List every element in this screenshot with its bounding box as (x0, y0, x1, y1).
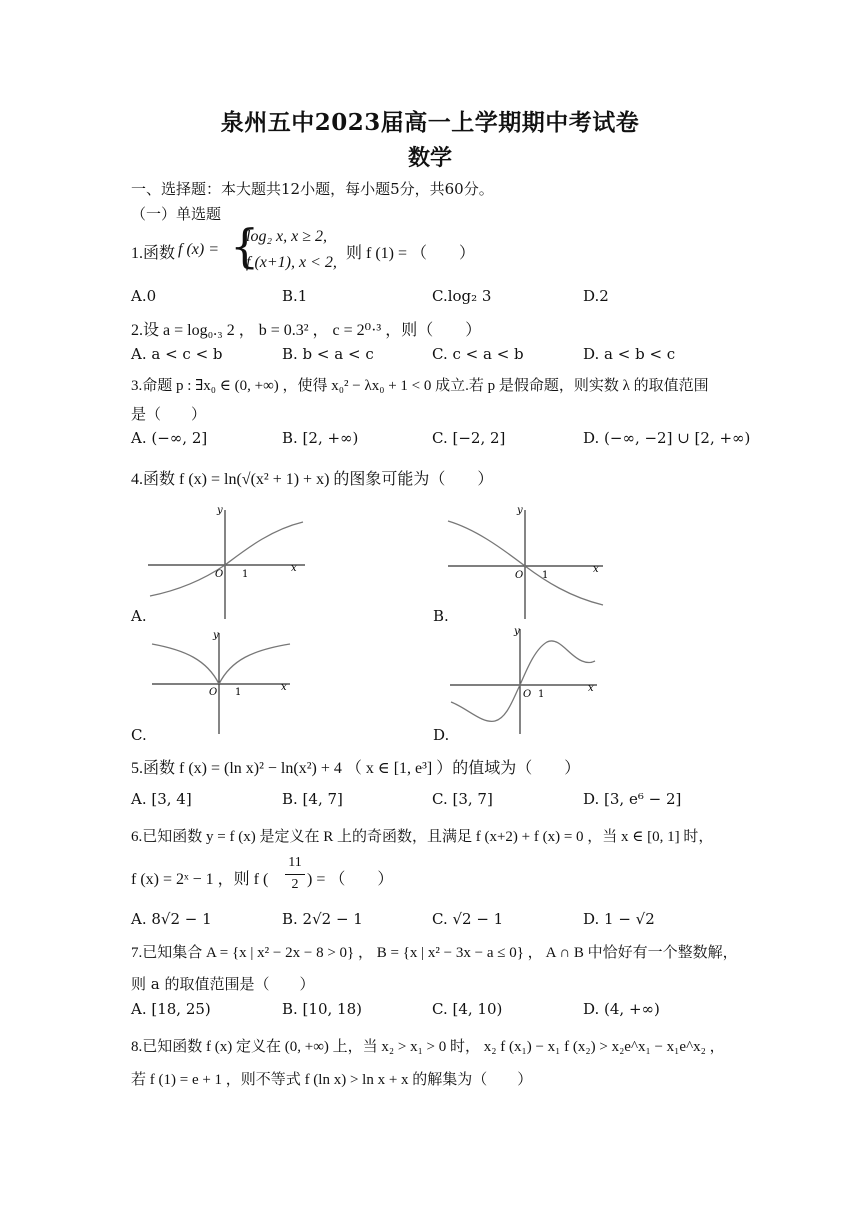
q6-stem-2a: f (x) = 2ˣ − 1 ，则 f ( (131, 871, 269, 888)
q7-option-a[interactable]: A. [18, 25) (131, 1000, 211, 1018)
q6-frac-num: 11 (288, 855, 302, 870)
curve-c-left (152, 644, 219, 684)
section-intro: 一、选择题：本大题共12小题，每小题5分，共60分。 (131, 180, 494, 198)
curve-a (150, 522, 303, 596)
q1-option-d[interactable]: D.2 (583, 287, 609, 305)
page-title: 泉州五中2023届高一上学期期中考试卷 (220, 109, 640, 136)
graph-b (445, 505, 610, 623)
tick-1: 1 (235, 687, 242, 698)
q1-option-a[interactable]: A.0 (131, 287, 157, 305)
graph-a (145, 505, 310, 623)
y-label: y (217, 505, 223, 516)
q3-option-c[interactable]: C. [−2, 2] (432, 429, 506, 447)
q2-stem: 2.设 a = log₀.₃ 2 ， b = 0.3² ， c = 2⁰·³ ，则（ ） (131, 322, 482, 339)
q6-stem-2b: ) = （ ） (307, 871, 394, 888)
origin-label: O (523, 689, 532, 700)
q3-stem-2: 是（ ） (131, 405, 207, 423)
q1-stem-b: 则 f (1) = （ ） (346, 245, 476, 262)
y-label: y (213, 630, 219, 641)
q2-option-c[interactable]: C. c < a < b (432, 345, 524, 363)
q6-stem-1: 6.已知函数 y = f (x) 是定义在 R 上的奇函数，且满足 f (x+2) + f (x) = 0 ，当 x ∈ [0, 1] 时， (131, 829, 714, 845)
q7-option-d[interactable]: D. (4, +∞) (583, 1000, 660, 1018)
q7-option-c[interactable]: C. [4, 10) (432, 1000, 503, 1018)
q5-option-c[interactable]: C. [3, 7] (432, 790, 493, 808)
x-label: x (593, 564, 599, 575)
graph-d-label[interactable]: D. (433, 726, 450, 744)
q6-option-a[interactable]: A. 8√2 − 1 (131, 910, 212, 928)
q6-frac-bar (285, 874, 305, 875)
q3-option-a[interactable]: A. (−∞, 2] (131, 429, 208, 447)
curve-c-right (219, 644, 290, 684)
q1-fx: f (x) = (178, 241, 219, 258)
q1-option-b[interactable]: B.1 (282, 287, 308, 305)
q6-frac-den: 2 (291, 877, 299, 892)
q1-case-1: log₂ x, x ≥ 2, (246, 228, 327, 245)
y-label: y (514, 626, 520, 637)
q1-stem-a: 1.函数 (131, 245, 176, 262)
q6-option-b[interactable]: B. 2√2 − 1 (282, 910, 363, 928)
x-label: x (281, 682, 287, 693)
q2-option-b[interactable]: B. b < a < c (282, 345, 374, 363)
q1-option-c[interactable]: C.log₂ 3 (432, 287, 492, 305)
q3-option-d[interactable]: D. (−∞, −2] ∪ [2, +∞) (583, 429, 751, 447)
q8-stem-1: 8.已知函数 f (x) 定义在 (0, +∞) 上，当 x₂ > x₁ > 0 时， x₂ f (x₁) − x₁ f (x₂) > x₂e^x₁ − x₁e^x₂ ， (131, 1039, 725, 1055)
q7-stem-2: 则 a 的取值范围是（ ） (131, 975, 315, 993)
origin-label: O (209, 687, 218, 698)
subject-title: 数学 (407, 145, 452, 171)
q3-option-b[interactable]: B. [2, +∞) (282, 429, 359, 447)
origin-label: O (515, 570, 524, 581)
y-label: y (517, 505, 523, 516)
tick-1: 1 (542, 570, 549, 581)
graph-c (145, 628, 295, 736)
q2-option-a[interactable]: A. a < c < b (131, 345, 223, 363)
graph-b-label[interactable]: B. (433, 607, 449, 625)
tick-1: 1 (242, 569, 249, 580)
q5-option-d[interactable]: D. [3, e⁶ − 2] (583, 790, 682, 808)
q5-stem: 5.函数 f (x) = (ln x)² − ln(x²) + 4 （ x ∈ [1, e³] ）的值域为（ ） (131, 760, 581, 777)
tick-1: 1 (538, 689, 545, 700)
q7-stem-1: 7.已知集合 A = {x | x² − 2x − 8 > 0} ， B = {x | x² − 3x − a ≤ 0} ， A ∩ B 中恰好有一个整数解， (131, 945, 738, 961)
q8-stem-2: 若 f (1) = e + 1 ，则不等式 f (ln x) > ln x + x 的解集为（ ） (131, 1072, 533, 1088)
q5-option-a[interactable]: A. [3, 4] (131, 790, 192, 808)
x-label: x (291, 563, 297, 574)
q7-option-b[interactable]: B. [10, 18) (282, 1000, 362, 1018)
origin-label: O (215, 569, 224, 580)
graph-a-label[interactable]: A. (131, 607, 147, 625)
x-label: x (588, 683, 594, 694)
q1-brace: { (230, 219, 260, 273)
q1-case-2: f (x+1), x < 2, (246, 254, 337, 271)
q5-option-b[interactable]: B. [4, 7] (282, 790, 343, 808)
graph-d (447, 624, 602, 736)
q2-option-d[interactable]: D. a < b < c (583, 345, 676, 363)
q6-option-d[interactable]: D. 1 − √2 (583, 910, 655, 928)
q3-stem-1: 3.命题 p : ∃x₀ ∈ (0, +∞) ，使得 x₀² − λx₀ + 1 < 0 成立.若 p 是假命题，则实数 λ 的取值范围 (131, 378, 709, 394)
q6-option-c[interactable]: C. √2 − 1 (432, 910, 504, 928)
section-subtitle: （一）单选题 (131, 205, 222, 223)
q4-stem: 4.函数 f (x) = ln(√(x² + 1) + x) 的图象可能为（ ） (131, 471, 494, 488)
graph-c-label[interactable]: C. (131, 726, 147, 744)
curve-d (451, 641, 595, 721)
